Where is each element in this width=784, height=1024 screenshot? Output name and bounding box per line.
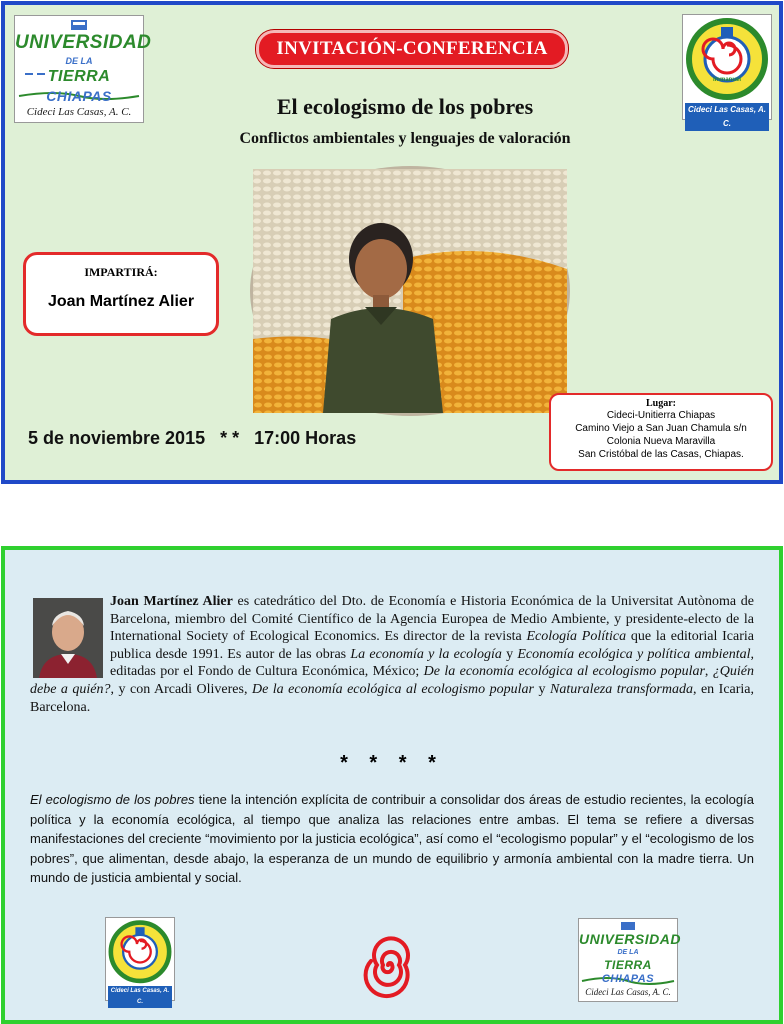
abstract-text: tiene la intención explícita de contribuir a consolidar dos áreas de estudio recientes, la ecología política y la economía ecológica, al tiempo que analiza las relaciones entre ambas. El tema se refiere a diversas manifestaciones del creciente “movimiento por la justicia ecológica”, así como el “ecologismo popular” y el “ecologismo de los pobres”, que alimentan, desde abajo, la esperanza de un mundo de equilibrio y armonía ambiental con la madre tierra. Un mundo de justicia ambiental y social. [30,792,754,885]
event-time: 17:00 Horas [254,428,357,448]
bio-book: ¿Quién debe a quién? [30,664,755,697]
logo-line-de-la: DE LA [65,56,93,66]
bio-text: , en Icaria, Barcelona. [30,681,755,715]
cideci-org-label: Cideci Las Casas, A. C. [685,103,769,131]
invitation-badge: INVITACIÓN-CONFERENCIA [256,30,568,68]
bio-text: y [501,646,518,662]
spiral-icon [362,937,418,993]
location-line: Colonia Nueva Maravilla [606,436,716,447]
cideci-logo-top [682,14,772,128]
logo-subtitle: Cideci Las Casas, A. C. [26,106,132,118]
location-line: Cideci-Unitierra Chiapas [606,410,716,421]
location-line: Camino Viejo a San Juan Chamula s/n [575,423,747,434]
bio-text: , [704,664,713,680]
bio-book: De la economía ecológica al ecologismo popular [423,664,705,680]
logo-line-universidad: UNIVERSIDAD [15,32,152,53]
location-box [549,393,773,471]
unitierra-logo-top [14,15,152,123]
unitierra-logo-bottom [578,918,681,1002]
bio-text: y [534,681,550,697]
location-label: Lugar: [646,398,676,409]
event-datetime [28,428,356,449]
logo-subtitle: Cideci Las Casas, A. C. [585,987,671,997]
logo-line-chiapas: CHIAPAS [601,973,655,985]
speaker-name: Joan Martínez Alier [47,293,195,310]
location-line: San Cristóbal de las Casas, Chiapas. [578,449,744,460]
page-subtitle: Conflictos ambientales y lenguajes de valoración [239,130,571,147]
cideci-center-text: Immanuel [712,77,741,83]
bio-name: Joan Martínez Alier [110,594,233,609]
cideci-seal-icon [683,15,771,101]
bio-text: , editadas por el Fondo de Cultura Económica, México; [110,646,754,680]
logo-line-tierra: TIERRA [604,958,652,972]
logo-line-universidad: UNIVERSIDAD [579,931,681,947]
lecture-abstract [30,790,754,888]
child-on-corn-photo [250,166,570,416]
abstract-title: El ecologismo de los pobres [30,792,195,807]
cideci-seal-icon [106,918,174,984]
cideci-logo-bottom [105,917,175,1005]
bio-book: Naturaleza transformada [550,681,693,697]
cideci-org-label: Cideci Las Casas, A. C. [108,986,172,1008]
bio-text: , y con Arcadi Oliveres, [110,681,252,697]
speaker-bio [30,593,754,716]
event-date: 5 de noviembre 2015 [28,428,206,448]
section-separator: * * * * [340,752,444,774]
logo-line-de-la: DE LA [617,949,639,956]
bio-journal: Ecología Política [526,629,627,645]
page-title: El ecologismo de los pobres [276,94,534,119]
photo-image [253,169,567,413]
speaker-label: IMPARTIRÁ: [84,265,158,279]
bio-book: De la economía ecológica al ecologismo popular [251,681,534,697]
bio-text: que la editorial Icaria publica desde 1991. Es autor de las obras [110,629,754,662]
logo-line-tierra: TIERRA [47,68,111,85]
bio-book: La economía y la ecología [350,646,502,662]
speaker-box [23,252,219,336]
bio-book: Economía ecológica y política ambiental [517,646,751,662]
logo-line-chiapas: CHIAPAS [46,88,112,104]
bio-text: es catedrático del Dto. de Economía e Historia Económica de la Universitat Autònoma de Barcelona, miembro del Comité Científico de la Agencia Europea de Medio Ambiente, y presidente-electo de la International Society of Ecological Economics. Es director de la revista [110,594,755,645]
date-time-separator: * * [220,428,240,448]
